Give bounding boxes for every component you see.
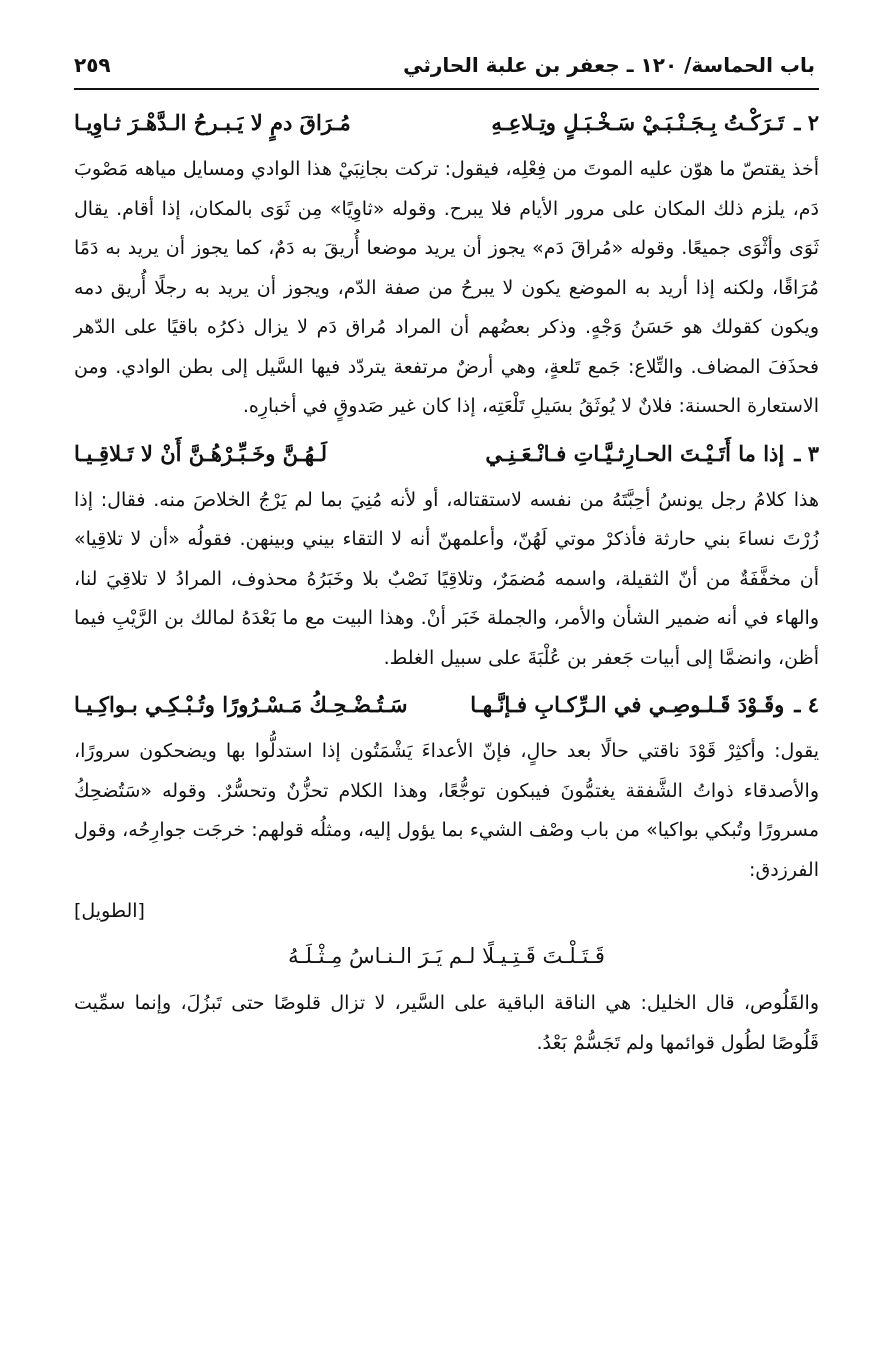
page-header <box>74 48 819 88</box>
commentary-text: أخذ يقتصّ ما هوّن عليه الموتَ من فِعْلِه، فيقول: تركت بجانِبَيْ هذا الوادي ومسايل مياهه مَصْوبَ دَم، يلزم ذلك المكان على مرور الأيام فلا يبرح. وقوله «ثاوِيًا» مِن ثَوَى بالمكان، إذا أقام. يقال ثَوَى وأثْوَى جميعًا. وقوله «مُراقَ دَم» يجوز أن يريد موضعا أُريقَ به دَمٌ، كما يجوز أن يريد به دَمًا مُرَاقًا، ولكنه إذا أريد به الموضع يكون لا يبرحُ من صفة الدّم، ويجوز أن يريد به رجلًا أُريق دمه ويكون كقولك هو حَسَنُ وَجْهٍ. وذكر بعضُهم أن المراد مُراق دَم لا يزال ذكرُه باقيًا على الدّهر فحذَفَ المضاف. والتِّلاع: جَمع تَلعةٍ، وهي أرضٌ مرتفعة يتردّد فيها السَّيل إلى بطن الوادي. ومن الاستعارة الحسنة: فلانٌ لا يُوثَقُ بسَيلِ تَلْعَتِه، إذا كان غير صَدوقٍ في أخبارِه. <box>74 158 819 417</box>
verse-number: ٣ ـ <box>794 440 819 466</box>
verse-second-hemistich: مُـرَاقَ دمٍ لا يَـبـرحُ الـدَّهْـرَ ثـاوِيـا <box>74 110 351 135</box>
verse-first-hemistich: تَـرَكْـتُ بِـجَـنْـبَـيْ سَـخْـبَـلٍ وتِـلاعِـهِ <box>491 110 785 135</box>
commentary-text: هذا كلامُ رجل يونسُ أحِبَّتَهُ من نفسه لاستقتاله، أو لأنه مُنِيَ بما لم يَرْجُ الخلاصَ منه. فقال: إذا زُرْتَ نساءَ بني حارثة فأذكرْ موتي لَهُنّ، وأعلمهنّ أنه لا التقاء بيني وبينهن. فقولُه «أن لا تلاقِيا» أن مخفَّفَةٌ من أنّ الثقيلة، واسمه مُضمَرٌ، وتلاقِيًا نَصْبٌ بلا وخَبَرُهُ محذوف، المرادُ لا تلاقِيَ لنا، والهاء في أنه ضمير الشأن والأمر، والجملة خَبَر أنْ. وهذا البيت مع ما بَعْدَهُ لمالك بن الرَّيْبِ فيما أظن، وانضمَّا إلى أبيات جَعفر بن عُلْبَةَ على سبيل الغلط. <box>74 488 819 669</box>
commentary-paragraph <box>74 150 819 427</box>
verse-3 <box>74 431 819 477</box>
verse-2 <box>74 100 819 146</box>
commentary-paragraph <box>74 481 819 679</box>
chapter-title: باب الحماسة/ ١٢٠ ـ جعفر بن علبة الحارثي <box>403 53 815 77</box>
verse-second-hemistich: سَـتُـضْـحِـكُ مَـسْـرُورًا وتُـبْـكِـي بـواكِـيـا <box>74 692 408 717</box>
verse-second-hemistich: لَـهُـنَّ وخَـبِّـرْهُـنَّ أَنْ لا تَـلاقِـيـا <box>74 440 328 466</box>
commentary-text: يقول: وأكثِرْ قَوْدَ ناقتي حالًا بعد حالٍ، فإنّ الأعداءَ يَشْمَتُون إذا استدلُّوا بها ويضحكون سرورًا، والأصدقاء ذواتُ الشَّفقة يغتمُّونَ فيبكون توجُّعًا، وهذا الكلام تحزُّنٌ وتحسُّرٌ. وقوله «سَتُضحِكُ مسرورًا وتُبكي بواكيا» من باب وصْف الشيء بما يؤول إليه، ومثلُه قولهم: خرجَت جوارِحُه، وقول الفرزدق: <box>74 740 819 881</box>
verse-number: ٢ ـ <box>794 110 819 135</box>
verse-first-hemistich: وقَـوْدَ قَـلـوصِـي في الـرِّكـابِ فـإنَّـهـا <box>470 692 785 717</box>
meter-label: [الطويل] <box>74 900 145 922</box>
quoted-verse: قَـتَـلْـتَ قَـتِـيـلًا لـم يَـرَ الـنـاسُ مِـثْـلَـهُ <box>288 944 605 968</box>
header-rule <box>74 88 819 90</box>
verse-first-hemistich: إذا ما أَتَـيْـتَ الحـارِثـيَّـاتِ فـانْـعَـنِـي <box>485 440 785 466</box>
verse-4 <box>74 682 819 728</box>
verse-number: ٤ ـ <box>794 692 819 717</box>
page-number: ٢٥٩ <box>74 53 111 77</box>
closing-paragraph <box>74 984 819 1063</box>
commentary-paragraph <box>74 732 819 890</box>
closing-text: والقَلُوص، قال الخليل: هي الناقة الباقية على السَّير، لا تزال قلوصًا حتى تَبزُلَ، وإنما سمِّيت قَلُوصًا لطُول قوائمها ولم تَجَسُّمْ بَعْدُ. <box>74 992 819 1054</box>
